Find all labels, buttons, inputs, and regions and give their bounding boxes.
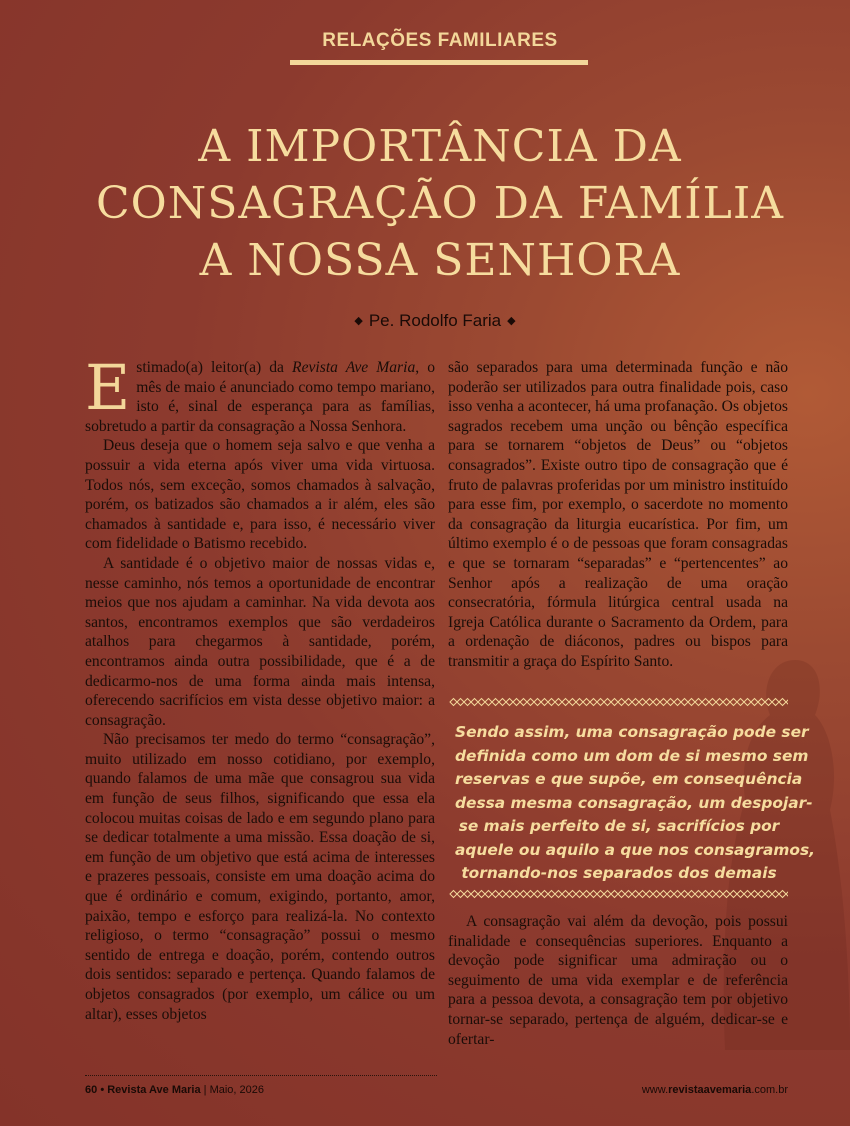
ornament-diamond (751, 891, 758, 898)
ornament-diamond (702, 891, 709, 898)
ornament-diamond (597, 891, 604, 898)
ornament-diamond (464, 699, 471, 706)
ornament-diamond (527, 699, 534, 706)
ornament-diamond (758, 891, 765, 898)
ornament-diamond (555, 699, 562, 706)
ornament-diamond (716, 891, 723, 898)
ornament-diamond (667, 699, 674, 706)
ornament-diamond (471, 699, 478, 706)
quote-line: reservas e que supõe, em consequência (455, 770, 803, 788)
ornament-diamond (702, 699, 709, 706)
section-underline (290, 60, 588, 65)
ornament-diamond (737, 891, 744, 898)
ornament-diamond (492, 699, 499, 706)
ornament-diamond (772, 699, 779, 706)
ornament-diamond (478, 891, 485, 898)
ornament-diamond (562, 699, 569, 706)
ornament-diamond (464, 891, 471, 898)
ornament-diamond (674, 891, 681, 898)
ornament-diamond (653, 891, 660, 898)
ornament-diamond (513, 699, 520, 706)
ornament-diamond (513, 891, 520, 898)
ornament-diamond (541, 891, 548, 898)
ornament-diamond (653, 699, 660, 706)
ornament-diamond (520, 891, 527, 898)
ornament-diamond (723, 891, 730, 898)
magazine-name: Revista Ave Maria (107, 1084, 201, 1096)
ornament-diamond (541, 699, 548, 706)
ornament-diamond (639, 699, 646, 706)
ornament-diamond (730, 891, 737, 898)
footer-bullet: • (100, 1084, 105, 1096)
section-label: RELAÇÕES FAMILIARES (322, 30, 558, 51)
footer-rule (85, 1075, 437, 1076)
ornament-diamond (569, 699, 576, 706)
ornament-diamond (772, 891, 779, 898)
footer-separator: | (203, 1084, 207, 1096)
title-line-2: CONSAGRAÇÃO DA FAMÍLIA (95, 178, 785, 229)
ornament-diamond (674, 699, 681, 706)
ornament-diamond (590, 699, 597, 706)
ornament-diamond (639, 891, 646, 898)
ornament-diamond (527, 891, 534, 898)
ornament-diamond (751, 699, 758, 706)
title-line-1: A IMPORTÂNCIA DA (198, 121, 682, 172)
ornament-diamond (611, 699, 618, 706)
ornament-diamond (660, 891, 667, 898)
ornament-diamond (758, 699, 765, 706)
ornament-diamond (667, 891, 674, 898)
quote-line: se mais perfeito de si, sacrifícios por (458, 817, 780, 835)
ornament-diamond (688, 699, 695, 706)
ornament-diamond (730, 699, 737, 706)
ornament-diamond (450, 891, 457, 898)
ornament-diamond (534, 699, 541, 706)
ornament-diamond (520, 699, 527, 706)
ornament-diamond (597, 699, 604, 706)
paragraph: A santidade é o objetivo maior de nossas vidas e, nesse caminho, nós temos a oportunidade de encontrar meios que nos ajudam a caminhar. Na vida devota aos santos, encontramos exemplos que são verdadeiros atalhos para chegarmos à santidade, porém, encontramos ainda outra possibilidade, que é a de dedicarmo-nos de uma forma ainda mais intensa, oferecendo sacrifícios em vista desse objetivo maior: a consagração. (85, 554, 435, 729)
ornament-diamond (604, 699, 611, 706)
ornament-diamond (457, 891, 464, 898)
ornament-diamond (688, 891, 695, 898)
ornament-diamond (786, 891, 788, 898)
pull-quote (455, 721, 815, 886)
ornament-diamond (583, 891, 590, 898)
ornament-diamond (548, 699, 555, 706)
paragraph: Não precisamos ter medo do termo “consagração”, muito utilizado em nosso cotidiano, por exemplo, quando falamos de uma mãe que consagrou sua vida em função de seus filhos, significando que essa ela colocou muitas coisas de lado e em segundo plano para se dedicar totalmente a uma missão. Essa doação de si, em função de um objetivo que está acima de interesses e prazeres pessoais, consiste em uma doação acima do que é ordinário e comum, exigindo, portanto, amor, paixão, tempo e esforço para realizá-la. No contexto religioso, o termo “consagração” possui o mesmo sentido de entrega e doação, porém, contendo outros dois sentidos: separado e pertença. Quando falamos de objetos consagrados (por exemplo, um cálice ou um altar), esses objetos (85, 731, 435, 1023)
ornament-diamond (485, 699, 492, 706)
ornament-diamond (779, 891, 786, 898)
ornament-diamond (618, 699, 625, 706)
quote-line: Sendo assim, uma consagração pode ser (455, 723, 809, 741)
quote-line: dessa mesma consagração, um despojar- (455, 793, 813, 812)
ornament-diamond (660, 699, 667, 706)
ornament-diamond (555, 891, 562, 898)
article-column-right-continued (448, 912, 788, 1049)
ornament-diamond (611, 891, 618, 898)
ornament-diamond (604, 891, 611, 898)
ornament-diamond (548, 891, 555, 898)
paragraph: A consagração vai além da devoção, pois possui finalidade e consequências superiores. Enquanto a devoção pode significar uma admiração ou o seguimento de uma vida exemplar e de referência para a pessoa devota, a consagração tem por objetivo tornar-se separado, pertença de alguém, dedicar-se e ofertar- (448, 913, 788, 1048)
diamond-icon: ◆ (507, 315, 516, 327)
ornament-diamond (695, 891, 702, 898)
ornament-diamond (786, 699, 788, 706)
ornament-diamond (569, 891, 576, 898)
ornament-diamond (744, 699, 751, 706)
paragraph: Deus deseja que o homem seja salvo e que venha a possuir a vida eterna após viver uma vida virtuosa. Todos nós, sem exceção, somos chamados à salvação, porém, os batizados são chamados a ir além, eles são chamados à santidade e, para isso, é necessário viver com fidelidade o Batismo recebido. (85, 437, 435, 553)
article-column-left (85, 351, 436, 1024)
author-byline (0, 311, 850, 331)
ornament-diamond (632, 699, 639, 706)
quote-line: tornando-nos separados dos demais (461, 864, 777, 882)
ornament-diamond (450, 699, 457, 706)
ornament-diamond (576, 699, 583, 706)
paragraph: Estimado(a) leitor(a) da Revista Ave Maria, o mês de maio é anunciado como tempo mariano, isto é, sinal de esperança para as famílias, sobretudo a partir da consagração a Nossa Senhora. (85, 351, 436, 435)
ornament-diamond (716, 699, 723, 706)
paragraph: são separados para uma determinada função e não poderão ser utilizados para outra finalidade pois, caso isso venha a acontecer, há uma profanação. Os objetos sagrados recebem uma unção ou bênção específica para se tornarem “objetos de Deus” ou “objetos consagrados”. Existe outro tipo de consagração que é fruto de palavras proferidas por um ministro instituído para esse fim, por exemplo, o sacerdote no momento da consagração da liturgia eucarística. Por fim, um último exemplo é o de pessoas que foram consagradas e que se tornaram “separadas” e “pertencentes” ao Senhor após a realização de uma oração consecratória, fórmula litúrgica central usada na Igreja Católica durante o Sacramento da Ordem, para a ordenação de diáconos, padres ou bispos para transmitir a graça do Espírito Santo. (448, 359, 788, 670)
ornament-diamond (723, 699, 730, 706)
ornament-diamond (625, 891, 632, 898)
ornament-divider (448, 697, 788, 707)
footer-url: www.revistaavemaria.com.br (641, 1084, 788, 1096)
issue-date: Maio, 2026 (209, 1084, 265, 1096)
ornament-diamond (499, 891, 506, 898)
ornament-diamond (457, 699, 464, 706)
ornament-diamond (709, 699, 716, 706)
ornament-diamond (499, 699, 506, 706)
quote-line: definida como um dom de si mesmo sem (455, 746, 809, 765)
ornament-diamond (695, 699, 702, 706)
ornament-diamond (562, 891, 569, 898)
ornament-diamond (590, 891, 597, 898)
ornament-diamond (618, 891, 625, 898)
ornament-diamond (744, 891, 751, 898)
ornament-diamond (485, 891, 492, 898)
title-line-3: A NOSSA SENHORA (199, 235, 681, 286)
ornament-diamond (681, 891, 688, 898)
ornament-diamond (737, 699, 744, 706)
quote-line: aquele ou aquilo a que nos consagramos, (455, 840, 815, 859)
ornament-diamond (471, 891, 478, 898)
ornament-diamond (625, 699, 632, 706)
diamond-icon: ◆ (354, 315, 363, 327)
ornament-diamond (478, 699, 485, 706)
ornament-diamond (779, 699, 786, 706)
ornament-diamond (506, 699, 513, 706)
ornament-divider (448, 889, 788, 899)
ornament-diamond (765, 891, 772, 898)
article-column-right (448, 358, 788, 672)
ornament-diamond (709, 891, 716, 898)
ornament-diamond (681, 699, 688, 706)
ornament-diamond (765, 699, 772, 706)
ornament-diamond (534, 891, 541, 898)
ornament-diamond (506, 891, 513, 898)
ornament-diamond (646, 891, 653, 898)
author-name: Pe. Rodolfo Faria (368, 311, 502, 330)
article-title (0, 118, 850, 289)
ornament-diamond (632, 891, 639, 898)
ornament-diamond (492, 891, 499, 898)
ornament-diamond (576, 891, 583, 898)
ornament-diamond (646, 699, 653, 706)
page-number: 60 (85, 1084, 98, 1096)
footer-folio (85, 1084, 264, 1096)
ornament-diamond (583, 699, 590, 706)
drop-cap: E (85, 351, 131, 424)
